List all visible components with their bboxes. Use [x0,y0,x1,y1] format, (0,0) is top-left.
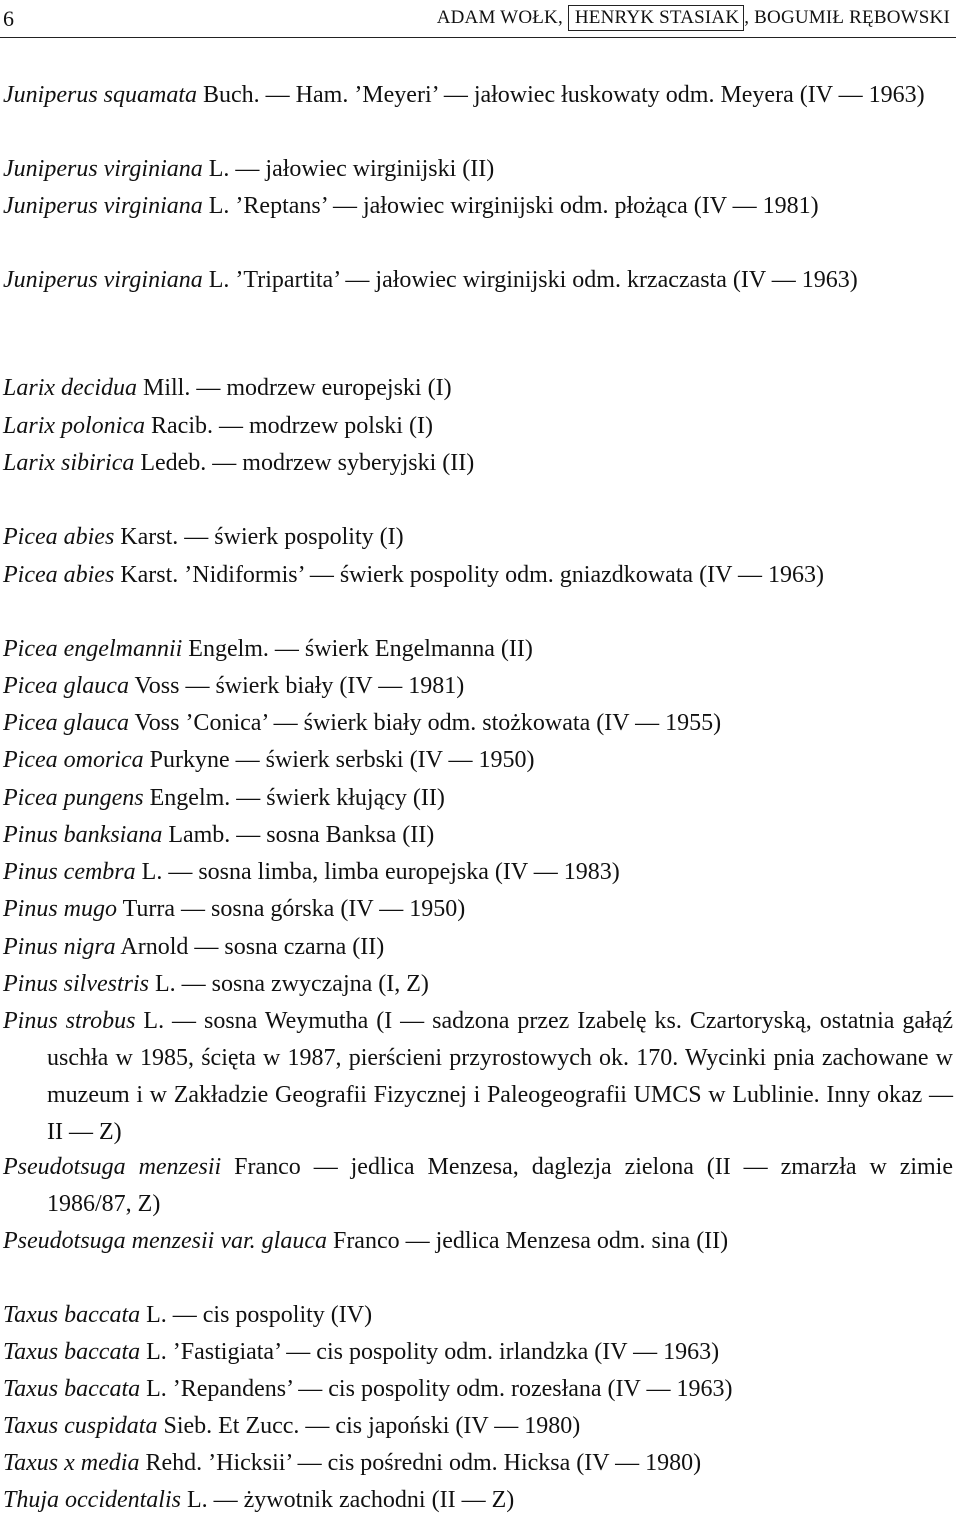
entry-text: Voss — świerk biały (IV — 1981) [128,673,465,699]
list-item [3,705,953,742]
list-item [3,408,953,445]
running-head-authors [437,7,950,29]
latin-name: Juniperus virginiana [3,193,203,219]
entry-text: L. — jałowiec wirginijski (II) [202,156,495,182]
list-item [3,742,953,779]
entry-text: Franco — jedlica Menzesa odm. sina (II) [326,1228,729,1254]
entry-text: Karst. — świerk pospolity (I) [114,524,404,550]
latin-name: Pinus cembra [3,859,136,885]
entry-text: Purkyne — świerk serbski (IV — 1950) [143,747,535,773]
latin-name: Pseudotsuga menzesii var. glauca [3,1228,327,1254]
latin-name: Picea abies [3,562,115,588]
list-item [3,1408,953,1445]
entry-text: L. ’Reptans’ — jałowiec wirginijski odm. płożąca (IV — 1981) [202,193,819,219]
entry-text: Engelm. — świerk Engelmanna (II) [182,636,533,662]
list-item [3,1445,953,1482]
entry-text: Karst. ’Nidiformis’ — świerk pospolity odm. gniazdkowata (IV — 1963) [114,562,824,588]
latin-name: Pseudotsuga menzesii [3,1154,222,1180]
latin-name: Larix decidua [3,375,137,401]
entry-text: L. — sosna zwyczajna (I, Z) [149,971,429,997]
list-item [3,1482,953,1519]
entry-text: Racib. — modrzew polski (I) [145,413,433,439]
list-item [3,817,953,854]
latin-name: Picea abies [3,524,115,550]
latin-name: Juniperus virginiana [3,156,203,182]
entry-text: Voss ’Conica’ — świerk biały odm. stożkowata (IV — 1955) [128,710,722,736]
list-item [3,151,953,188]
entry-text: Arnold — sosna czarna (II) [115,934,385,960]
entry-text: L. — cis pospolity (IV) [140,1302,373,1328]
latin-name: Picea pungens [3,785,144,811]
entry-text: Lamb. — sosna Banksa (II) [162,822,435,848]
latin-name: Taxus x media [3,1450,140,1476]
entry-text: L. — żywotnik zachodni (II — Z) [180,1487,515,1513]
list-item [3,891,953,928]
latin-name: Pinus nigra [3,934,116,960]
latin-name: Taxus baccata [3,1376,141,1402]
list-item [3,854,953,891]
entry-text: L. ’Tripartita’ — jałowiec wirginijski odm. krzaczasta (IV — 1963) [202,267,858,293]
entry-text: Franco — jedlica Menzesa, daglezja zielona (II — zmarzła w zimie 1986/87, Z) [47,1154,954,1217]
latin-name: Picea omorica [3,747,144,773]
list-item [3,370,953,407]
latin-name: Larix polonica [3,413,145,439]
list-item [3,966,953,1003]
list-item [3,1223,953,1260]
list-item [3,519,953,556]
list-item [3,1003,953,1151]
list-item [3,262,953,299]
latin-name: Taxus cuspidata [3,1413,158,1439]
list-item [3,77,953,114]
entry-text: Ledeb. — modrzew syberyjski (II) [134,450,475,476]
latin-name: Taxus baccata [3,1339,141,1365]
author-3: , BOGUMIŁ RĘBOWSKI [744,7,950,28]
list-item [3,1297,953,1334]
list-item [3,780,953,817]
list-item [3,188,953,225]
list-item [3,557,953,594]
list-item [3,445,953,482]
latin-name: Pinus silvestris [3,971,150,997]
latin-name: Taxus baccata [3,1302,141,1328]
entry-text: L. ’Repandens’ — cis pospolity odm. rozesłana (IV — 1963) [140,1376,733,1402]
latin-name: Juniperus virginiana [3,267,203,293]
list-item [3,668,953,705]
entry-text: Mill. — modrzew europejski (I) [136,375,452,401]
list-item [3,1371,953,1408]
page-number: 6 [3,6,14,31]
latin-name: Picea glauca [3,710,129,736]
author-2-boxed: HENRYK STASIAK [568,5,744,31]
entry-text: Turra — sosna górska (IV — 1950) [117,896,466,922]
latin-name: Larix sibirica [3,450,135,476]
entry-text: Rehd. ’Hicksii’ — cis pośredni odm. Hicksa (IV — 1980) [139,1450,702,1476]
entry-text: L. ’Fastigiata’ — cis pospolity odm. irlandzka (IV — 1963) [140,1339,720,1365]
latin-name: Pinus strobus [3,1008,136,1034]
latin-name: Pinus mugo [3,896,117,922]
latin-name: Picea glauca [3,673,129,699]
entry-text: L. — sosna Weymutha (I — sadzona przez Izabelę ks. Czartoryską, ostatnia gałąź uschła w 1985, ścięta w 1987, pierścieni przyrostowych ok. 170. Wycinki pnia zachowane w muzeum i w Zakładzie Geografii Fizycznej i Paleogeografii UMCS w Lublinie. Inny okaz — II — Z) [47,1008,954,1145]
latin-name: Thuja occidentalis [3,1487,181,1513]
entry-text: Sieb. Et Zucc. — cis japoński (IV — 1980) [157,1413,581,1439]
list-item [3,1149,953,1223]
running-header [0,0,956,38]
entry-text: Engelm. — świerk kłujący (II) [143,785,445,811]
latin-name: Pinus banksiana [3,822,163,848]
entry-text: L. — sosna limba, limba europejska (IV — 1983) [135,859,620,885]
latin-name: Picea engelmannii [3,636,183,662]
list-item [3,1334,953,1371]
list-item [3,631,953,668]
entry-text: Buch. — Ham. ’Meyeri’ — jałowiec łuskowaty odm. Meyera (IV — 1963) [197,82,925,108]
list-item [3,929,953,966]
latin-name: Juniperus squamata [3,82,197,108]
author-1: ADAM WOŁK, [436,7,563,28]
